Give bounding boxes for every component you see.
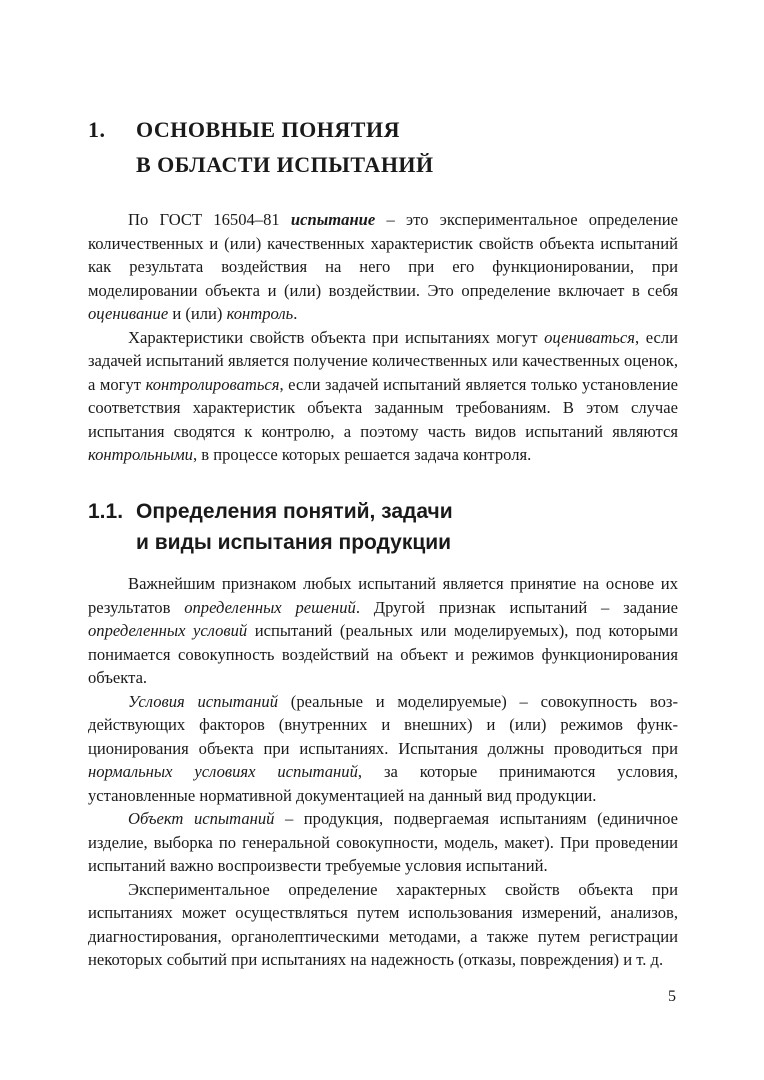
text-run: – продукция, подвергаемая испытаниям (единичное изделие, выборка по генеральной совокупности, модель, макет). При проведении испытаний важно воспроизвести требуемые условия испытаний. [88, 809, 678, 875]
section-paragraph-4 [88, 878, 678, 972]
text-run: Важнейшим признаком любых испытаний является принятие на основе их результатов [88, 574, 678, 617]
text-run: , если задачей испытаний является только установление соответствия характеристик объекта заданным требованиям. В этом случае испытания сводятся к контролю, а поэтому часть видов испытаний являются [88, 374, 678, 441]
intro-text [88, 208, 678, 467]
intro-paragraph-1 [88, 208, 678, 326]
term-opredelennye-resheniya: определенных решений [184, 597, 356, 617]
text-run: , за которые принимаются условия, установленные нормативной документацией на данный вид продукции. [88, 762, 678, 805]
section-heading [88, 496, 648, 558]
chapter-heading [88, 112, 648, 182]
term-opredelennye-usloviya: определенных условий [88, 621, 248, 640]
text-run: По ГОСТ 16504–81 [128, 210, 291, 229]
chapter-number: 1. [88, 117, 106, 142]
section-text [88, 572, 678, 972]
chapter-title-line-2: В ОБЛАСТИ ИСПЫТАНИЙ [136, 152, 434, 177]
term-obekt-ispytaniy: Объект испытаний [128, 809, 275, 828]
section-paragraph-3 [88, 807, 678, 878]
term-kontrolirovatsya: контролироваться [145, 374, 280, 394]
term-normalnye-usloviya: нормальных условиях испытаний [88, 762, 358, 781]
text-run: и (или) [168, 304, 227, 323]
text-run: испытаний (реальных или моделируемых), под которыми понимается совокупность воздействий на объект и режимов функционирования объекта. [88, 621, 678, 687]
page-number: 5 [668, 988, 676, 1005]
chapter-title-line-1: ОСНОВНЫЕ ПОНЯТИЯ [136, 117, 400, 142]
text-run: . [293, 304, 298, 323]
section-title-line-2: и виды испытания продукции [136, 531, 452, 554]
text-run: – это экспериментальное определение количественных и (или) качественных характеристик свойств объекта испытаний как результата воздействия на него при его функционировании, при моделировании объекта и (или) воздействии. Это определение включает в себя [88, 210, 679, 300]
text-run: , в процессе которых решается задача контроля. [192, 445, 532, 464]
text-run: Характеристики свойств объекта при испытаниях могут [128, 327, 545, 347]
section-number: 1.1. [88, 500, 124, 523]
term-otsenivanie: оценивание [88, 304, 169, 323]
text-run: . Другой признак испытаний – задание [355, 597, 678, 617]
section-title-line-1: Определения понятий, задачи [136, 500, 453, 523]
section-paragraph-1 [88, 572, 678, 690]
term-otsenivatsya: оцениваться [544, 327, 635, 347]
intro-paragraph-2 [88, 326, 678, 467]
text-run: Экспериментальное определение характерных свойств объекта при испытаниях может осуществляться путем использования измерений, анализов, диагностирования, органолептическими методами, а также путем регистрации некоторых событий при испытаниях на надежность (отказы, повреждения) и т. д. [88, 879, 678, 969]
text-run: (реальные и моделируемые) – совокупность воздействующих факторов (внутренних и внешних) и (или) режимов функционирования объекта при испытаниях. Испытания должны проводиться при [88, 691, 678, 758]
term-kontrolnymi: контрольными [88, 445, 193, 464]
term-usloviya-ispytaniy: Условия испытаний [128, 691, 278, 711]
term-ispytanie: испытание [290, 210, 376, 229]
text-run: , если задачей испытаний является получение количественных или качественных оценок, а могут [88, 327, 678, 394]
section-paragraph-2 [88, 690, 678, 808]
term-kontrol: контроль [226, 304, 294, 323]
